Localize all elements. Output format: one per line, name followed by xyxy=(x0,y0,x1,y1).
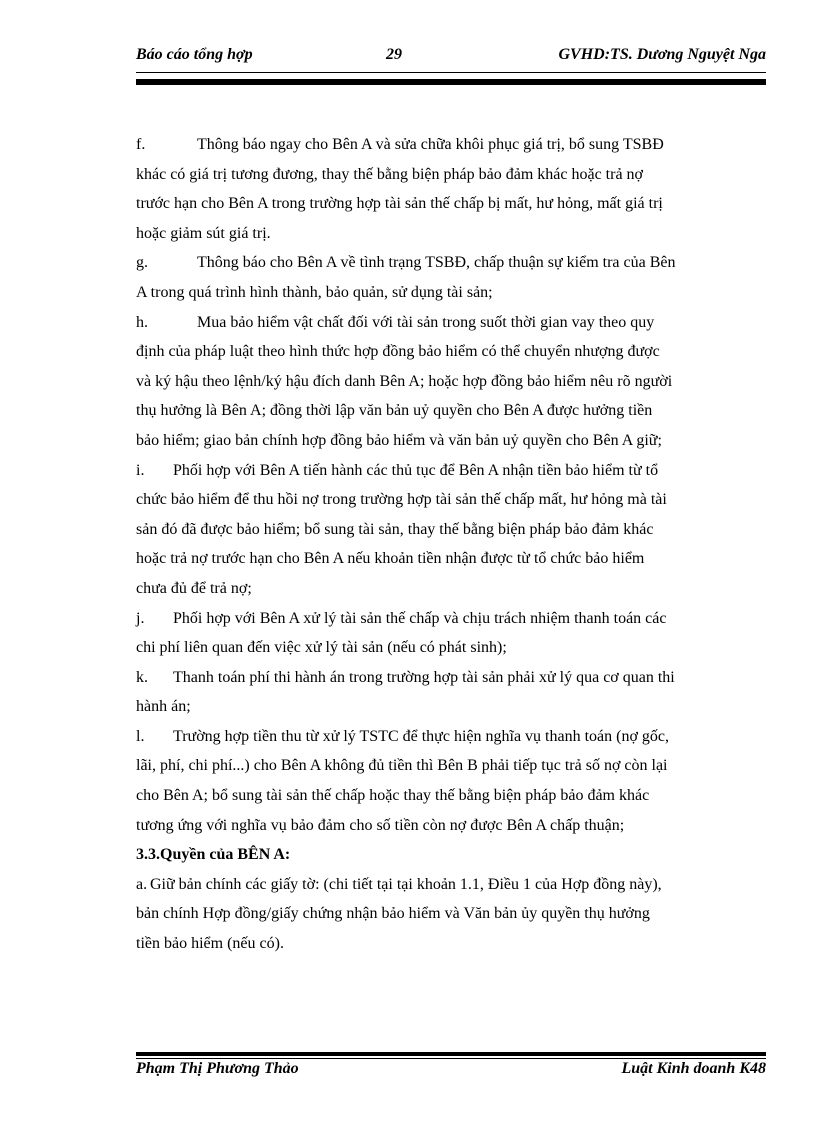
clause-h xyxy=(136,308,736,456)
section-heading: 3.3.Quyền của BÊN A: xyxy=(136,846,291,864)
clause-text: tương ứng với nghĩa vụ bảo đảm cho số tiền còn nợ được Bên A chấp thuận; xyxy=(136,816,625,834)
clause-text: khác có giá trị tương đương, thay thế bằng biện pháp bảo đảm khác hoặc trả nợ xyxy=(136,165,644,183)
clause-marker: i. xyxy=(136,461,145,479)
clause-marker: g. xyxy=(136,254,148,272)
clause-text: sản đó đã được bảo hiểm; bổ sung tài sản, thay thế bằng biện pháp bảo đảm khác xyxy=(136,520,654,538)
footer-divider-thin xyxy=(136,1058,766,1059)
clause-text: hành án; xyxy=(136,698,191,716)
clause-text: trước hạn cho Bên A trong trường hợp tài sản thế chấp bị mất, hư hỏng, mất giá trị xyxy=(136,195,663,213)
clause-text: chức bảo hiểm để thu hồi nợ trong trường hợp tài sản thế chấp mất, hư hỏng mà tài xyxy=(136,491,667,509)
clause-text: Mua bảo hiểm vật chất đối với tài sản trong suốt thời gian vay theo quy xyxy=(197,313,655,331)
clause-i xyxy=(136,456,736,604)
clause-text: Thông báo ngay cho Bên A và sửa chữa khôi phục giá trị, bổ sung TSBĐ xyxy=(197,136,664,153)
header-supervisor: GVHD:TS. Dương Nguyệt Nga xyxy=(558,46,766,63)
clause-l xyxy=(136,722,736,840)
footer-course: Luật Kinh doanh K48 xyxy=(621,1060,766,1077)
clause-text: bảo hiểm; giao bản chính hợp đồng bảo hiểm và văn bản uỷ quyền cho Bên A giữ; xyxy=(136,431,662,449)
clause-text: Thông báo cho Bên A về tình trạng TSBĐ, chấp thuận sự kiểm tra của Bên xyxy=(197,254,676,272)
header-page-number: 29 xyxy=(386,46,402,63)
document-body xyxy=(136,130,736,959)
clause-text: Phối hợp với Bên A xử lý tài sản thế chấp và chịu trách nhiệm thanh toán các xyxy=(173,609,667,627)
clause-text: A trong quá trình hình thành, bảo quản, sử dụng tài sản; xyxy=(136,283,493,301)
clause-text: định của pháp luật theo hình thức hợp đồng bảo hiểm có thể chuyển nhượng được xyxy=(136,343,660,361)
clause-a xyxy=(136,870,736,959)
clause-text: Phối hợp với Bên A tiến hành các thủ tục để Bên A nhận tiền bảo hiểm từ tổ xyxy=(173,461,659,479)
clause-marker: k. xyxy=(136,668,148,686)
clause-text: lãi, phí, chi phí...) cho Bên A không đủ tiền thì Bên B phải tiếp tục trả số nợ còn lại xyxy=(136,757,668,775)
clause-text: Giữ bản chính các giấy tờ: (chi tiết tại tại khoản 1.1, Điều 1 của Hợp đồng này), xyxy=(150,875,662,893)
clause-text: Trường hợp tiền thu từ xử lý TSTC để thực hiện nghĩa vụ thanh toán (nợ gốc, xyxy=(173,727,670,745)
footer-author: Phạm Thị Phương Thảo xyxy=(136,1060,299,1077)
clause-marker: a. xyxy=(136,875,148,893)
clause-g xyxy=(136,248,736,307)
clause-marker: h. xyxy=(136,313,148,331)
clause-text: chi phí liên quan đến việc xử lý tài sản (nếu có phát sinh); xyxy=(136,639,507,657)
clause-text: cho Bên A; bổ sung tài sản thế chấp hoặc thay thế bằng biện pháp bảo đảm khác xyxy=(136,787,650,805)
page-footer xyxy=(136,1060,766,1086)
header-divider-thin xyxy=(136,72,766,73)
clause-text: và ký hậu theo lệnh/ký hậu đích danh Bên A; hoặc hợp đồng bảo hiểm nêu rõ người xyxy=(136,372,673,390)
clause-j xyxy=(136,604,736,663)
clause-text: bản chính Hợp đồng/giấy chứng nhận bảo hiểm và Văn bản ủy quyền thụ hưởng xyxy=(136,905,650,923)
clause-marker: j. xyxy=(136,609,145,627)
clause-text: hoặc trả nợ trước hạn cho Bên A nếu khoản tiền nhận được từ tổ chức bảo hiểm xyxy=(136,550,645,568)
clause-text: Thanh toán phí thi hành án trong trường hợp tài sản phải xử lý qua cơ quan thi xyxy=(173,668,675,686)
clause-text: thụ hưởng là Bên A; đồng thời lập văn bản uỷ quyền cho Bên A được hưởng tiền xyxy=(136,402,653,420)
page-header xyxy=(136,44,766,72)
header-divider-thick xyxy=(136,79,766,85)
clause-marker: l. xyxy=(136,727,145,745)
clause-text: hoặc giảm sút giá trị. xyxy=(136,224,271,242)
clause-marker: f. xyxy=(136,136,146,153)
footer-divider-thick xyxy=(136,1052,766,1056)
clause-text: chưa đủ để trả nợ; xyxy=(136,579,252,597)
header-report-title: Báo cáo tổng hợp xyxy=(136,46,253,63)
clause-text: tiền bảo hiểm (nếu có). xyxy=(136,935,284,953)
clause-k xyxy=(136,663,736,722)
clause-f xyxy=(136,130,736,248)
